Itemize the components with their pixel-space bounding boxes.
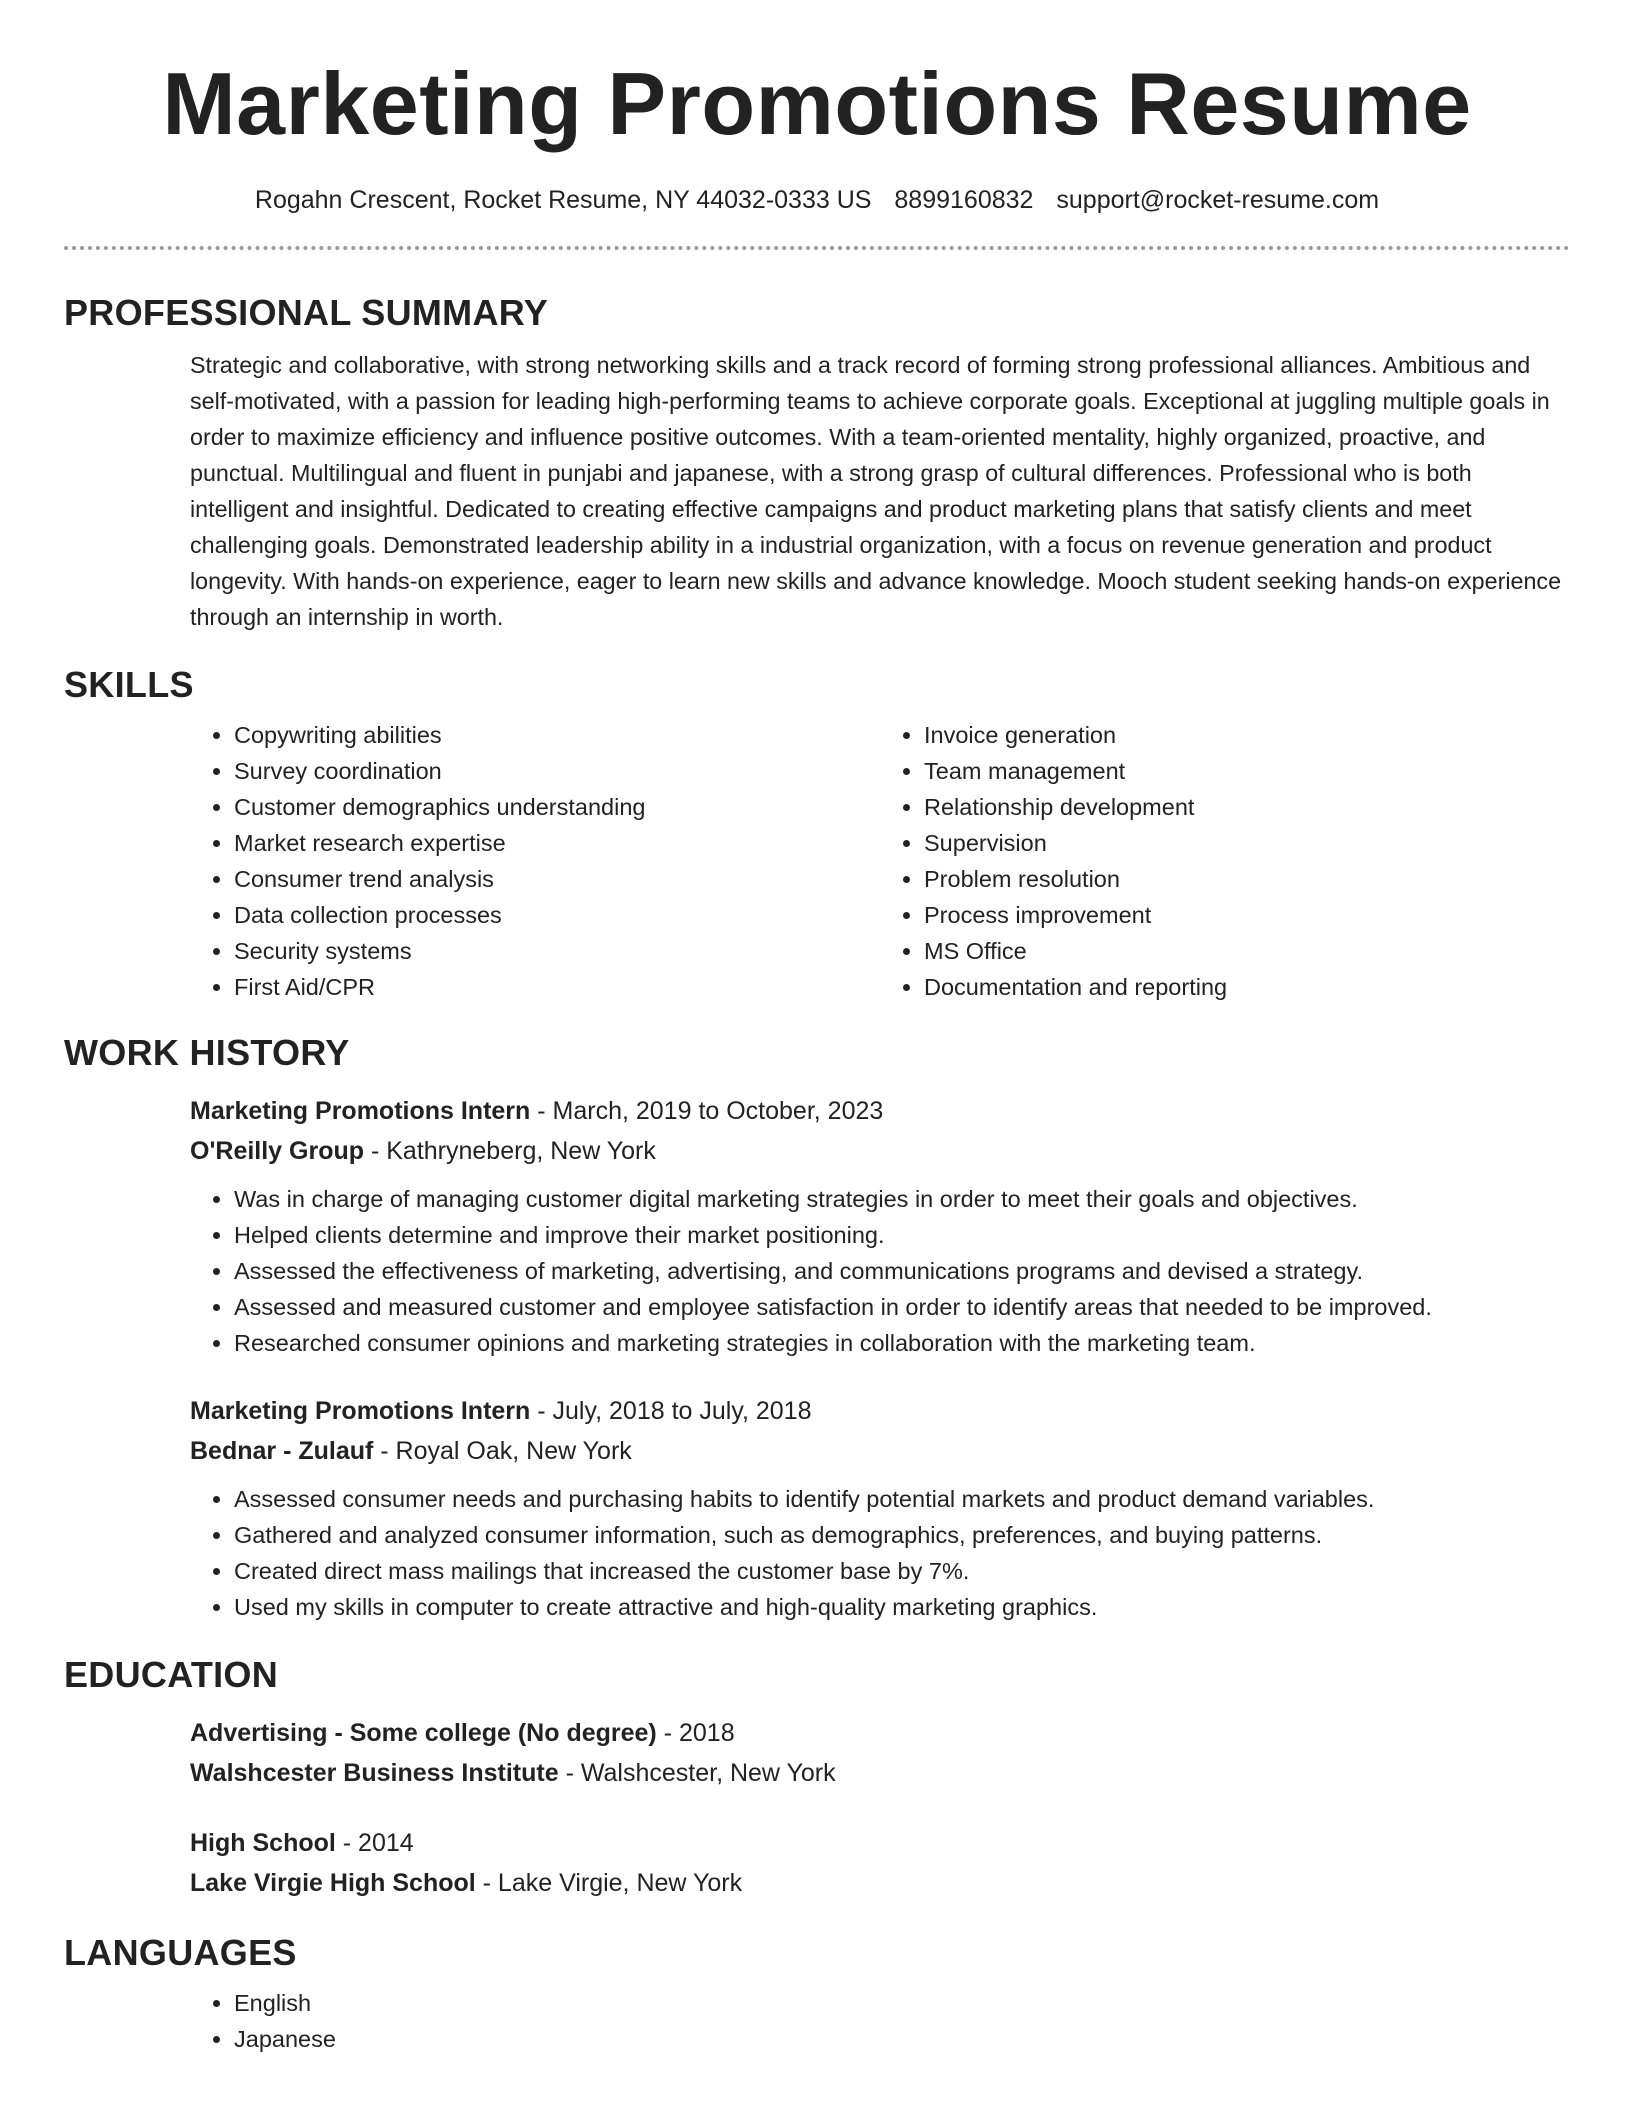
- job-entry: [190, 1391, 1570, 1625]
- education-school-line: [190, 1863, 1570, 1903]
- contact-line: [64, 184, 1570, 216]
- job-title: Marketing Promotions Intern: [190, 1397, 531, 1425]
- job-dates: - March, 2019 to October, 2023: [530, 1097, 884, 1125]
- job-entry: [190, 1091, 1570, 1361]
- skill-item: • Consumer trend analysis: [234, 861, 880, 897]
- job-title-line: [190, 1091, 1570, 1131]
- education-entry: [190, 1713, 1570, 1793]
- job-title: Marketing Promotions Intern: [190, 1097, 531, 1125]
- job-bullets: [190, 1181, 1570, 1361]
- summary-text: Strategic and collaborative, with strong networking skills and a track record of forming strong professional alliances. Ambitious and self-motivated, with a passion for leading high-performing teams to achieve corporate goals. Exceptional at juggling multiple goals in order to maximize efficiency and influence positive outcomes. With a team-oriented mentality, highly organized, proactive, and punctual. Multilingual and fluent in punjabi and japanese, with a strong grasp of cultural differences. Professional who is both intelligent and insightful. Dedicated to creating effective campaigns and product marketing plans that satisfy clients and meet challenging goals. Demonstrated leadership ability in a industrial organization, with a focus on revenue generation and product longevity. With hands-on experience, eager to learn new skills and advance knowledge. Mooch student seeking hands-on experience through an internship in worth.: [190, 352, 1562, 630]
- skill-item: • Documentation and reporting: [924, 969, 1570, 1005]
- skills-section: [190, 717, 1570, 1005]
- skills-list-left: [190, 717, 880, 1005]
- education-heading: EDUCATION: [64, 1654, 279, 1695]
- language-item: • English: [234, 1985, 1570, 2021]
- job-bullets: [190, 1481, 1570, 1625]
- skills-list-right: [880, 717, 1570, 1005]
- education-location: - Lake Virgie, New York: [475, 1869, 743, 1897]
- education-location: - Walshcester, New York: [558, 1759, 836, 1787]
- job-bullet: • Researched consumer opinions and marketing strategies in collaboration with the marketing team.: [234, 1325, 1570, 1361]
- skill-item: • Data collection processes: [234, 897, 880, 933]
- language-item: • Japanese: [234, 2021, 1570, 2057]
- languages-list: [190, 1985, 1570, 2057]
- education-section: [190, 1713, 1570, 1903]
- contact-email: support@rocket-resume.com: [1056, 186, 1380, 214]
- job-bullet: • Helped clients determine and improve their market positioning.: [234, 1217, 1570, 1253]
- job-bullet: • Assessed and measured customer and employee satisfaction in order to identify areas that needed to be improved.: [234, 1289, 1570, 1325]
- header-divider: [64, 246, 1570, 250]
- resume-page: [64, 0, 1570, 2057]
- education-school: Lake Virgie High School: [190, 1869, 476, 1897]
- skill-item: • Survey coordination: [234, 753, 880, 789]
- job-company: O'Reilly Group: [190, 1137, 365, 1165]
- skill-item: • Problem resolution: [924, 861, 1570, 897]
- education-degree: Advertising - Some college (No degree): [190, 1719, 657, 1747]
- languages-section: [190, 1985, 1570, 2057]
- job-dates: - July, 2018 to July, 2018: [530, 1397, 812, 1425]
- job-company-line: [190, 1431, 1570, 1471]
- job-bullet: • Assessed consumer needs and purchasing habits to identify potential markets and product demand variables.: [234, 1481, 1570, 1517]
- skill-item: • Process improvement: [924, 897, 1570, 933]
- summary-section: [190, 347, 1570, 635]
- skill-item: • Customer demographics understanding: [234, 789, 880, 825]
- education-degree: High School: [190, 1829, 336, 1857]
- skill-item: • MS Office: [924, 933, 1570, 969]
- job-location: - Royal Oak, New York: [373, 1437, 632, 1465]
- job-company: Bednar - Zulauf: [190, 1437, 374, 1465]
- skills-heading: SKILLS: [64, 664, 194, 705]
- job-bullet: • Created direct mass mailings that increased the customer base by 7%.: [234, 1553, 1570, 1589]
- contact-address: Rogahn Crescent, Rocket Resume, NY 44032-0333 US: [254, 186, 872, 214]
- education-year: - 2014: [335, 1829, 414, 1857]
- education-school: Walshcester Business Institute: [190, 1759, 559, 1787]
- skill-item: • Supervision: [924, 825, 1570, 861]
- job-title-line: [190, 1391, 1570, 1431]
- resume-title: Marketing Promotions Resume: [162, 54, 1472, 153]
- job-bullet: • Assessed the effectiveness of marketing, advertising, and communications programs and devised a strategy.: [234, 1253, 1570, 1289]
- job-bullet: • Was in charge of managing customer digital marketing strategies in order to meet their goals and objectives.: [234, 1181, 1570, 1217]
- work-section: [190, 1091, 1570, 1625]
- skill-item: • Team management: [924, 753, 1570, 789]
- job-company-line: [190, 1131, 1570, 1171]
- job-bullet: • Gathered and analyzed consumer information, such as demographics, preferences, and buying patterns.: [234, 1517, 1570, 1553]
- education-degree-line: [190, 1713, 1570, 1753]
- job-location: - Kathryneberg, New York: [364, 1137, 656, 1165]
- skill-item: • First Aid/CPR: [234, 969, 880, 1005]
- languages-heading: LANGUAGES: [64, 1932, 297, 1973]
- work-heading: WORK HISTORY: [64, 1032, 350, 1073]
- skill-item: • Copywriting abilities: [234, 717, 880, 753]
- skill-item: • Relationship development: [924, 789, 1570, 825]
- summary-heading: PROFESSIONAL SUMMARY: [64, 292, 549, 333]
- job-bullet: • Used my skills in computer to create attractive and high-quality marketing graphics.: [234, 1589, 1570, 1625]
- contact-phone: 8899160832: [894, 186, 1034, 214]
- education-degree-line: [190, 1823, 1570, 1863]
- skill-item: • Security systems: [234, 933, 880, 969]
- education-school-line: [190, 1753, 1570, 1793]
- education-year: - 2018: [656, 1719, 735, 1747]
- skill-item: • Market research expertise: [234, 825, 880, 861]
- skill-item: • Invoice generation: [924, 717, 1570, 753]
- education-entry: [190, 1823, 1570, 1903]
